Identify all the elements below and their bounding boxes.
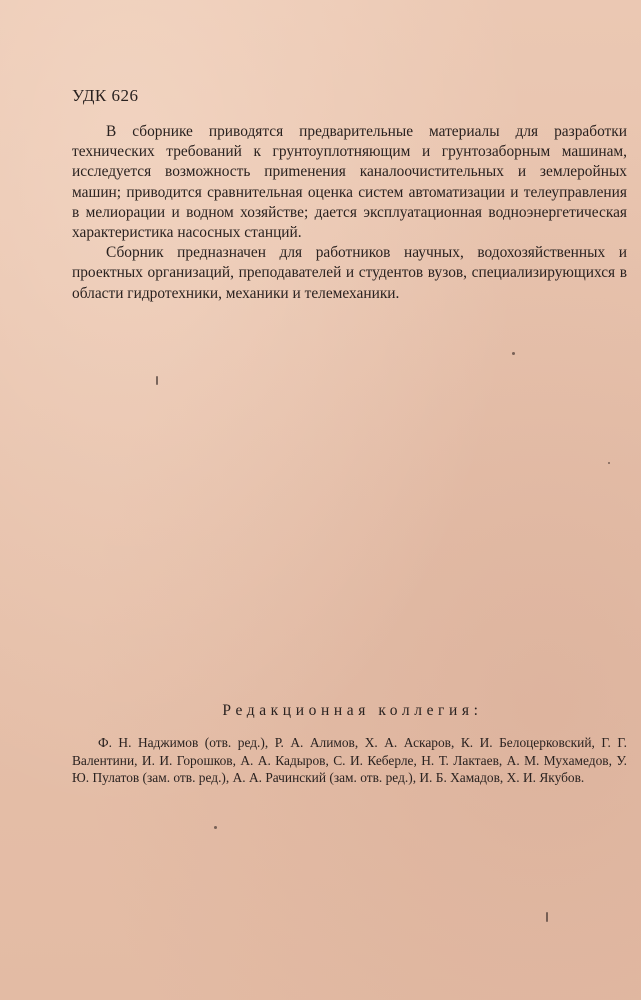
paper-speck	[512, 352, 515, 355]
paper-speck	[546, 912, 548, 922]
abstract	[72, 122, 627, 304]
paper-speck	[156, 376, 158, 385]
paper-speck	[608, 462, 610, 464]
editorial-board-title: Редакционная коллегия:	[222, 702, 483, 719]
paper-speck	[214, 826, 217, 829]
udk-code: УДК 626	[72, 86, 139, 105]
editorial-board-list: Ф. Н. Наджимов (отв. ред.), Р. А. Алимов, Х. А. Аскаров, К. И. Белоцерковский, Г. Г. Валентини, И. И. Горошков, А. А. Кадыров, С. И. Кеберле, Н. Т. Лактаев, А. М. Мухамедов, У. Ю. Пулатов (зам. отв. ред.), А. А. Рачинский (зам. отв. ред.), И. Б. Хамадов, Х. И. Якубов.	[72, 735, 627, 785]
editorial-board-members	[72, 734, 627, 787]
abstract-paragraph-1: В сборнике приводятся предварительные материалы для разработки технических требований к грунтоуплотняющим и грунтозаборным машинам, исследуется возможность приmенения каналоочистительных и землеройных машин; приводится сравнительная оценка систем автоматизации и телеуправления в мелиорации и водном хозяйстве; дается эксплуатационная водноэнергетическая характеристика насосных станций.	[72, 123, 627, 242]
abstract-paragraph-2: Сборник предназначен для работников научных, водохозяйственных и проектных организаций, преподавателей и студентов вузов, специализирующихся в области гидротехники, механики и телемеханики.	[72, 244, 627, 302]
